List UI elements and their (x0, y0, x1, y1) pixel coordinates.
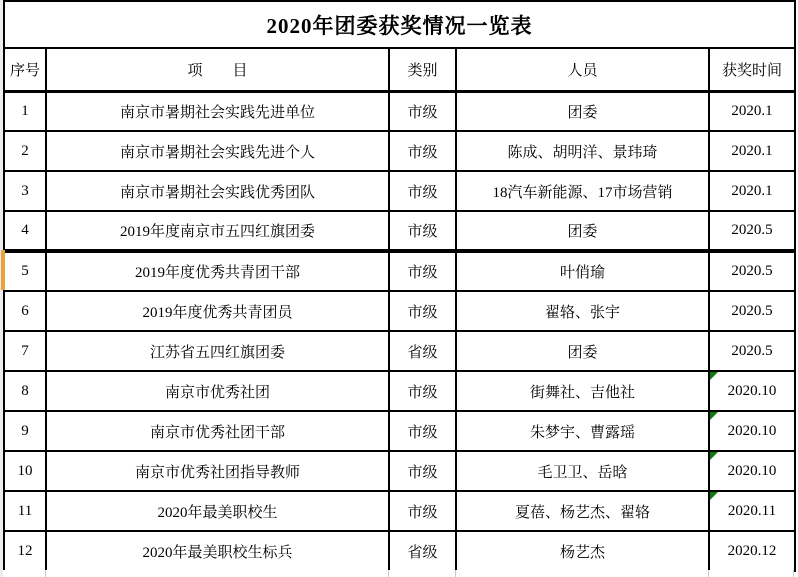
awards-table (3, 0, 796, 572)
table-row (4, 91, 795, 131)
table-row (4, 451, 795, 491)
cell-personnel: 团委 (456, 211, 709, 251)
cell-time: 2020.5 (709, 331, 795, 371)
cell-time: 2020.5 (709, 211, 795, 251)
cell-index: 6 (4, 291, 46, 331)
table-row (4, 291, 795, 331)
cell-category: 市级 (389, 211, 456, 251)
cell-time: 2020.1 (709, 171, 795, 211)
col-header-time: 获奖时间 (709, 48, 795, 91)
cell-personnel: 杨艺杰 (456, 531, 709, 571)
cell-category: 市级 (389, 291, 456, 331)
cell-time: 2020.12 (709, 531, 795, 571)
table-row (4, 171, 795, 211)
cell-category: 市级 (389, 91, 456, 131)
cell-index: 4 (4, 211, 46, 251)
cell-index: 9 (4, 411, 46, 451)
cell-category: 市级 (389, 491, 456, 531)
cell-personnel: 翟辂、张宇 (456, 291, 709, 331)
gridline (45, 570, 46, 577)
cell-personnel: 团委 (456, 331, 709, 371)
cell-personnel: 朱梦宇、曹露瑶 (456, 411, 709, 451)
cell-index: 12 (4, 531, 46, 571)
cell-category: 市级 (389, 131, 456, 171)
table-row (4, 371, 795, 411)
cell-category: 省级 (389, 531, 456, 571)
partial-next-row (3, 570, 794, 577)
cell-project: 南京市优秀社团指导教师 (46, 451, 389, 491)
cell-project: 南京市暑期社会实践先进单位 (46, 91, 389, 131)
title-row (4, 1, 795, 48)
cell-category: 市级 (389, 451, 456, 491)
table-row (4, 531, 795, 571)
cell-project: 2020年最美职校生标兵 (46, 531, 389, 571)
cell-project: 2019年度优秀共青团员 (46, 291, 389, 331)
table-row (4, 211, 795, 251)
cell-index: 10 (4, 451, 46, 491)
cell-project: 江苏省五四红旗团委 (46, 331, 389, 371)
cell-category: 市级 (389, 411, 456, 451)
cell-time: 2020.10 (709, 371, 795, 411)
cell-personnel: 街舞社、吉他社 (456, 371, 709, 411)
active-row-indicator (1, 250, 5, 290)
cell-index: 11 (4, 491, 46, 531)
cell-personnel: 团委 (456, 91, 709, 131)
cell-personnel: 夏蓓、杨艺杰、翟辂 (456, 491, 709, 531)
cell-index: 5 (4, 251, 46, 291)
cell-time: 2020.5 (709, 291, 795, 331)
cell-project: 2019年度优秀共青团干部 (46, 251, 389, 291)
table-row (4, 131, 795, 171)
cell-personnel: 陈成、胡明洋、景玮琦 (456, 131, 709, 171)
cell-project: 南京市优秀社团 (46, 371, 389, 411)
cell-time: 2020.1 (709, 91, 795, 131)
cell-index: 7 (4, 331, 46, 371)
cell-category: 市级 (389, 371, 456, 411)
cell-project: 2020年最美职校生 (46, 491, 389, 531)
cell-project: 南京市优秀社团干部 (46, 411, 389, 451)
cell-index: 8 (4, 371, 46, 411)
col-header-personnel: 人员 (456, 48, 709, 91)
table-row (4, 331, 795, 371)
gridline (388, 570, 389, 577)
cell-time: 2020.10 (709, 451, 795, 491)
cell-time: 2020.1 (709, 131, 795, 171)
cell-project: 南京市暑期社会实践先进个人 (46, 131, 389, 171)
cell-time: 2020.10 (709, 411, 795, 451)
cell-project: 2019年度南京市五四红旗团委 (46, 211, 389, 251)
cell-personnel: 叶俏瑜 (456, 251, 709, 291)
table-row (4, 411, 795, 451)
cell-index: 2 (4, 131, 46, 171)
gridline (793, 570, 794, 577)
gridline (708, 570, 709, 577)
error-indicator-triangle-icon (710, 492, 718, 500)
cell-category: 省级 (389, 331, 456, 371)
col-header-category: 类别 (389, 48, 456, 91)
cell-project: 南京市暑期社会实践优秀团队 (46, 171, 389, 211)
header-row (4, 48, 795, 91)
error-indicator-triangle-icon (710, 452, 718, 460)
table-row (4, 491, 795, 531)
cell-time: 2020.5 (709, 251, 795, 291)
cell-category: 市级 (389, 171, 456, 211)
col-header-project: 项 目 (46, 48, 389, 91)
col-header-index: 序号 (4, 48, 46, 91)
cell-index: 3 (4, 171, 46, 211)
error-indicator-triangle-icon (710, 372, 718, 380)
cell-category: 市级 (389, 251, 456, 291)
table-row (4, 251, 795, 291)
table-title: 2020年团委获奖情况一览表 (4, 1, 795, 48)
cell-personnel: 18汽车新能源、17市场营销 (456, 171, 709, 211)
error-indicator-triangle-icon (710, 412, 718, 420)
gridline (455, 570, 456, 577)
cell-index: 1 (4, 91, 46, 131)
cell-personnel: 毛卫卫、岳晗 (456, 451, 709, 491)
cell-time: 2020.11 (709, 491, 795, 531)
